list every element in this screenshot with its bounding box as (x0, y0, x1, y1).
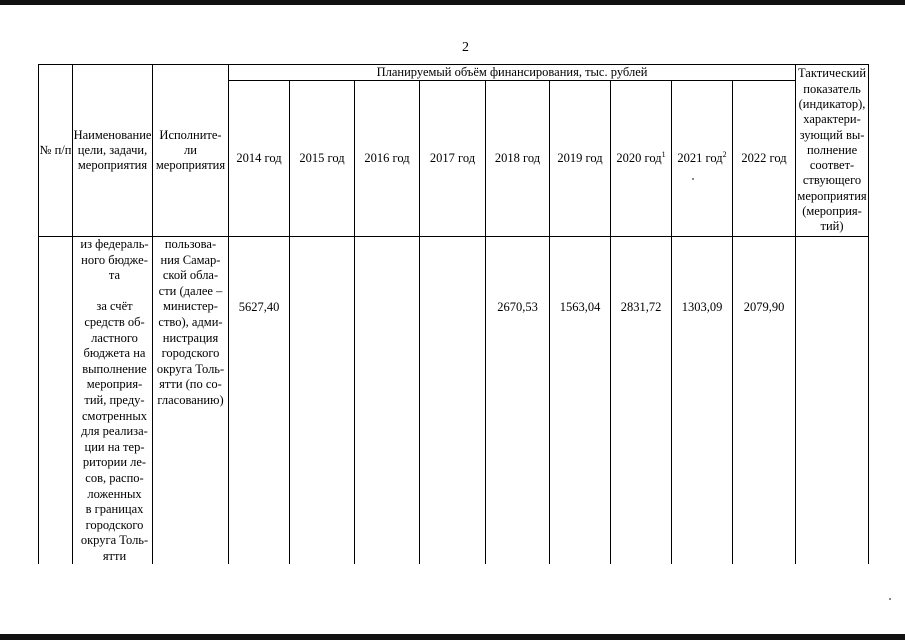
cell-text-line: гласованию) (157, 392, 224, 407)
cell-executor (153, 237, 229, 565)
cell-text-line: ложенных (87, 486, 142, 501)
cell-text-line: округа Толь- (156, 361, 225, 376)
cell-text-line: округа Толь- (80, 533, 149, 548)
cell-text-line (77, 284, 152, 300)
financing-table (38, 64, 869, 564)
year-header-2021: 2021 год$^2$ (672, 81, 733, 237)
cell-indicator (796, 237, 869, 565)
cell-value-2021: 1303,09 (672, 237, 733, 565)
cell-value-2019: 1563,04 (550, 237, 611, 565)
cell-value-2017 (420, 237, 486, 565)
header-name: Наименование цели, задачи, мероприятия (73, 65, 153, 237)
footnote-marker: 2 (722, 150, 727, 159)
header-executor: Исполните-ли мероприятия (153, 65, 229, 237)
cell-value-2018: 2670,53 (486, 237, 550, 565)
cell-text-line: смотренных (82, 408, 147, 423)
cell-value-2014: 5627,40 (229, 237, 290, 565)
cell-text-line: за счёт (96, 299, 133, 314)
cell-text-line: ния Самар- (160, 252, 221, 267)
cell-text-line: городского (85, 517, 144, 532)
cell-text-line: для реализа- (81, 424, 148, 439)
cell-name (73, 237, 153, 565)
scan-speck (692, 178, 694, 180)
cell-text-line: нистрация (162, 330, 219, 345)
cell-text-line: ятти (102, 548, 127, 563)
cell-text-line: ство), адми- (158, 314, 223, 329)
header-financing-title: Планируемый объём финансирования, тыс. рублей (229, 65, 796, 81)
cell-text-line: мероприя- (86, 377, 143, 392)
page-number: 2 (462, 40, 469, 55)
year-header-2014: 2014 год (229, 81, 290, 237)
year-header-2015: 2015 год (290, 81, 355, 237)
footnote-marker: 1 (661, 150, 666, 159)
cell-text-line: та (108, 268, 121, 283)
cell-text-line: выполнение (82, 361, 147, 376)
header-num: № п/п (39, 65, 73, 237)
cell-text-line: в границах (85, 502, 144, 517)
year-header-2018: 2018 год (486, 81, 550, 237)
scan-speck (889, 598, 891, 600)
cell-text-line: сти (далее – (158, 283, 223, 298)
cell-value-2022: 2079,90 (733, 237, 796, 565)
year-header-2017: 2017 год (420, 81, 486, 237)
top-border-bar (0, 0, 905, 5)
cell-text-line: ской обла- (162, 268, 219, 283)
cell-text-line: ции на тер- (84, 439, 145, 454)
cell-text-line: сов, распо- (85, 470, 144, 485)
cell-value-2016 (355, 237, 420, 565)
cell-text-line: ластного (91, 330, 138, 345)
cell-text-line: средств об- (84, 314, 145, 329)
header-indicator: Тактический показатель (индикатор), характери-зующий вы-полнение соответ-ствующего мероприятия (мероприя-тий) (796, 65, 869, 237)
year-header-2016: 2016 год (355, 81, 420, 237)
cell-value-2020: 2831,72 (611, 237, 672, 565)
cell-text-line: городского (161, 346, 220, 361)
year-header-2020: 2020 год$^1$ (611, 81, 672, 237)
cell-text-line: пользова- (164, 237, 217, 251)
table-row (39, 237, 869, 565)
cell-text-line: из федераль- (80, 237, 149, 251)
year-header-2019: 2019 год (550, 81, 611, 237)
cell-text-line: тий, преду- (84, 392, 145, 407)
cell-text-line: ятти (по со- (159, 377, 222, 392)
cell-num (39, 237, 73, 565)
cell-value-2015 (290, 237, 355, 565)
year-header-2022: 2022 год (733, 81, 796, 237)
cell-text-line: министер- (163, 299, 218, 314)
bottom-border-bar (0, 634, 905, 640)
cell-text-line: бюджета на (83, 346, 146, 361)
cell-text-line: ритории ле- (82, 455, 147, 470)
cell-text-line: ного бюдже- (81, 252, 148, 267)
